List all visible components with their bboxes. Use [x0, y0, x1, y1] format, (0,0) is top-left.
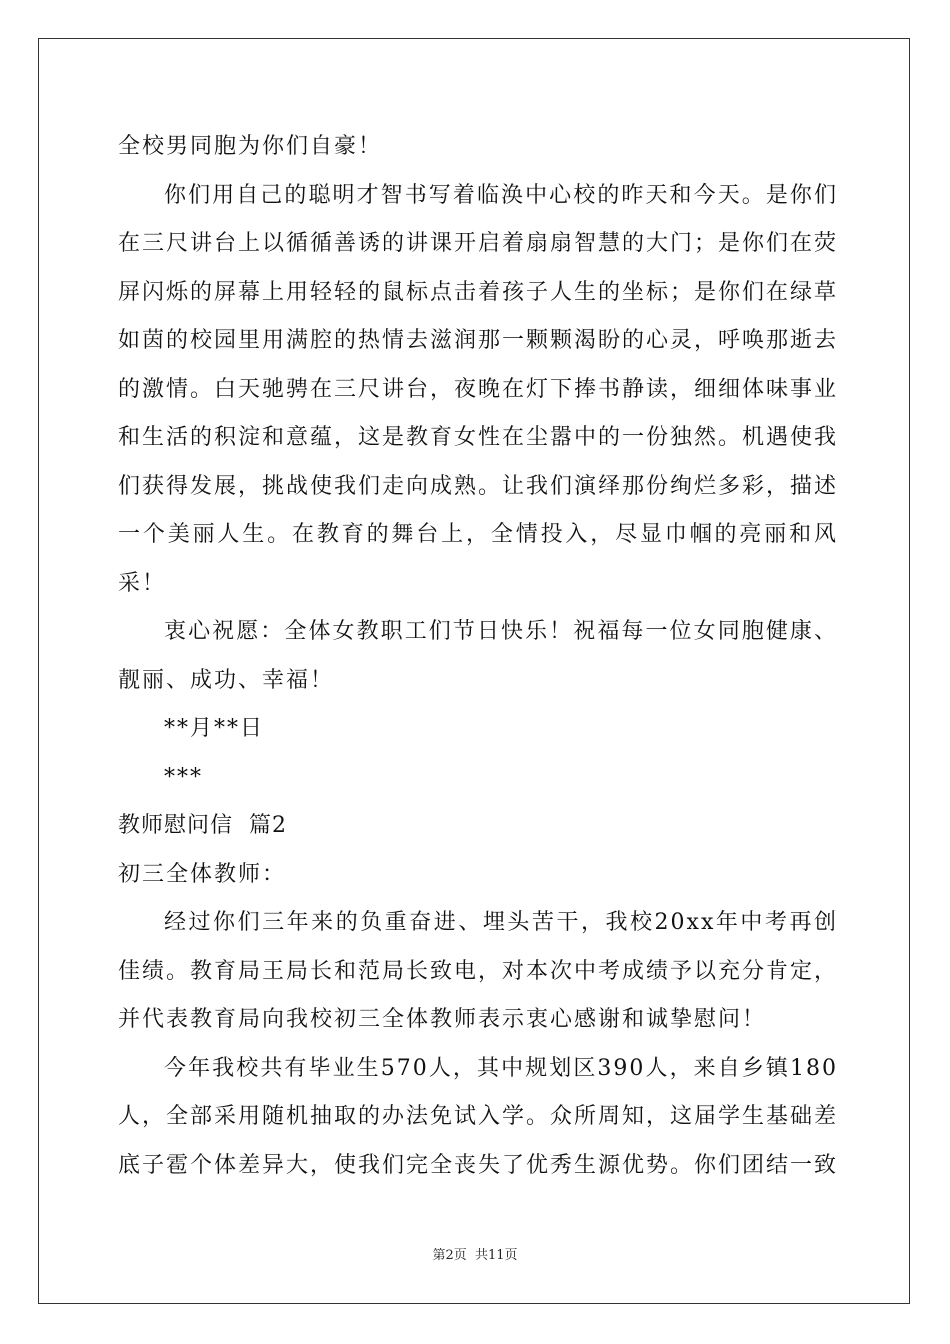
paragraph-students: 今年我校共有毕业生570人，其中规划区390人，来自乡镇180人，全部采用随机抽取的办法免试入学。众所周知，这届学生基础差底子雹个体差异大，使我们完全丧失了优秀生源优势。你们团结一致 [118, 1055, 839, 1178]
paragraph-wishes: 衷心祝愿：全体女教职工们节日快乐！祝福每一位女同胞健康、靓丽、成功、幸福！ [118, 619, 838, 693]
document-body [118, 123, 838, 1190]
page-footer [0, 1244, 950, 1263]
date-line: **月**日 [164, 716, 265, 741]
page-total: 共11页 [474, 1248, 518, 1263]
paragraph-praise: 你们用自己的聪明才智书写着临涣中心校的昨天和今天。是你们在三尺讲台上以循循善诱的讲课开启着扇扇智慧的大门；是你们在荧屏闪烁的屏幕上用轻轻的鼠标点击着孩子人生的坐标；是你们在绿草如茵的校园里用满腔的热情去滋润那一颗颗渴盼的心灵，呼唤那逝去的激情。白天驰骋在三尺讲台，夜晚在灯下捧书静读，细细体味事业和生活的积淀和意蕴，这是教育女性在尘嚣中的一份独然。机遇使我们获得发展，挑战使我们走向成熟。让我们演绎那份绚烂多彩，描述一个美丽人生。在教育的舞台上，全情投入，尽显巾帼的亮丽和风采！ [118, 182, 839, 596]
page-number: 第2页 [432, 1248, 467, 1263]
salutation: 初三全体教师： [118, 861, 287, 887]
paragraph-results: 经过你们三年来的负重奋进、埋头苦干，我校20xx年中考再创佳绩。教育局王局长和范局长致电，对本次中考成绩予以充分肯定，并代表教育局向我校初三全体教师表示衷心感谢和诚挚慰问！ [118, 910, 839, 1032]
signature-line: *** [164, 764, 203, 790]
paragraph-closing-line: 全校男同胞为你们自豪！ [118, 134, 383, 159]
section-heading: 教师慰问信 篇2 [118, 813, 287, 838]
